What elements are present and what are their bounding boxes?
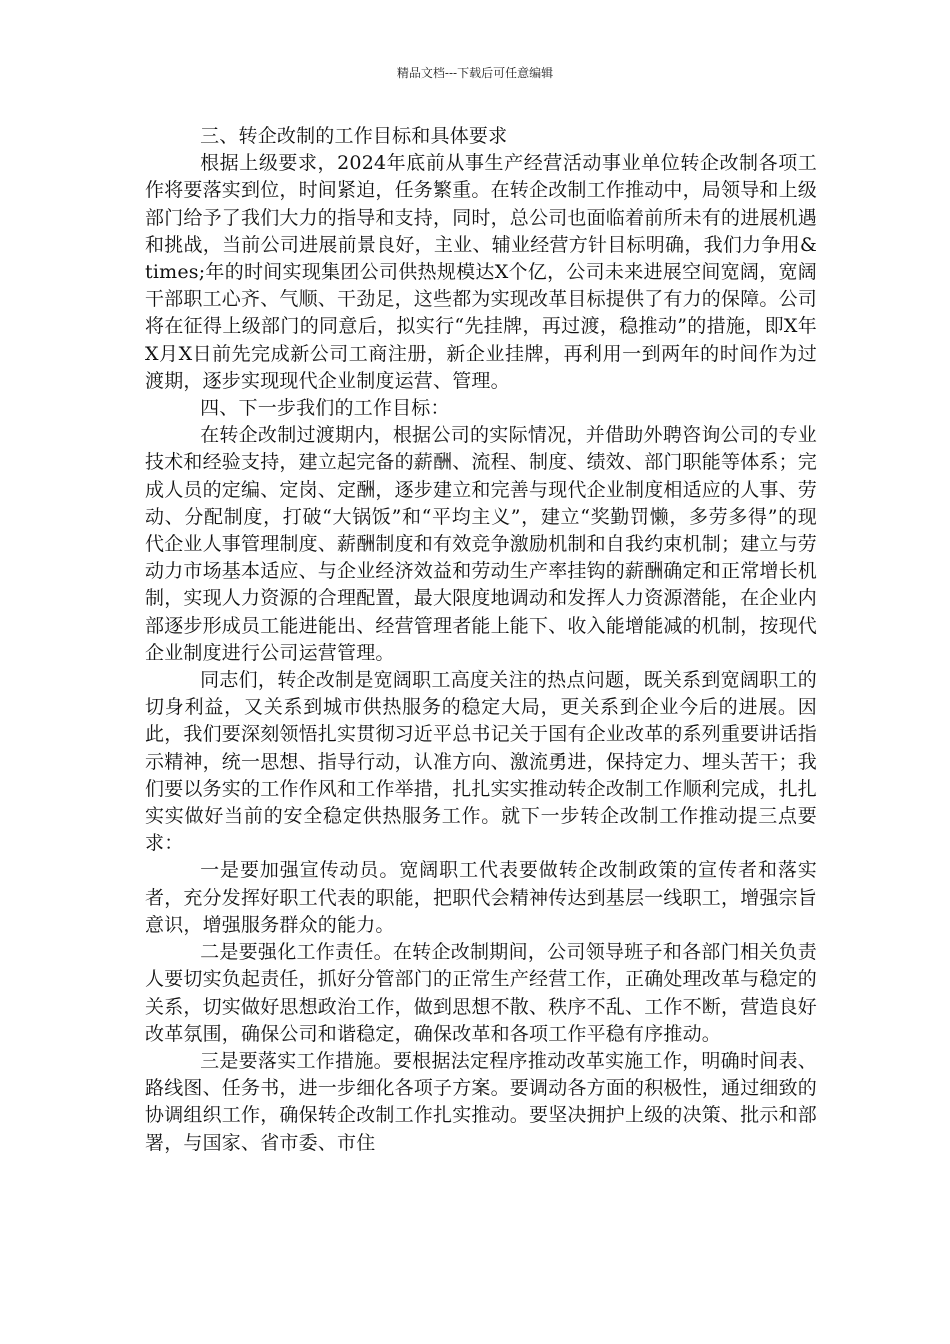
document-body: [145, 123, 817, 1157]
section-heading-three: 三、转企改制的工作目标和具体要求: [200, 125, 508, 147]
paragraph-requirement-one: 一是要加强宣传动员。宽阔职工代表要做转企改制政策的宣传者和落实者，充分发挥好职工代表的职能，把职代会精神传达到基层一线职工，增强宗旨意识，增强服务群众的能力。: [145, 859, 818, 936]
page-header: 精品文档---下载后可任意编辑: [396, 66, 554, 80]
section-heading-four: 四、下一步我们的工作目标：: [200, 397, 450, 420]
paragraph: 在转企改制过渡期内，根据公司的实际情况，并借助外聘咨询公司的专业技术和经验支持，建立起完备的薪酬、流程、制度、绩效、部门职能等体系；完成人员的定编、定岗、定酬，逐步建立和完善与现代企业制度相适应的人事、劳动、分配制度，打破“大锅饭”和“平均主义”，建立“奖勤罚懒，多劳多得”的现代企业人事管理制度、薪酬制度和有效竞争激励机制和自我约束机制；建立与劳动力市场基本适应、与企业经济效益和劳动生产率挂钩的薪酬确定和正常增长机制，实现人力资源的合理配置，最大限度地调动和发挥人力资源潜能，在企业内部逐步形成员工能进能出、经营管理者能上能下、收入能增能减的机制，按现代企业制度进行公司运营管理。: [145, 424, 818, 664]
paragraph-requirement-two: 二是要强化工作责任。在转企改制期间，公司领导班子和各部门相关负责人要切实负起责任，抓好分管部门的正常生产经营工作，正确处理改革与稳定的关系，切实做好思想政治工作，做到思想不散、秩序不乱、工作不断，营造良好改革氛围，确保公司和谐稳定，确保改革和各项工作平稳有序推动。: [145, 941, 818, 1045]
paragraph: 根据上级要求，2024年底前从事生产经营活动事业单位转企改制各项工作将要落实到位，时间紧迫，任务繁重。在转企改制工作推动中，局领导和上级部门给予了我们大力的指导和支持，同时，总公司也面临着前所未有的进展机遇和挑战，当前公司进展前景良好，主业、辅业经营方针目标明确，我们力争用&times;年的时间实现集团公司供热规模达X个亿，公司未来进展空间宽阔，宽阔干部职工心齐、气顺、干劲足，这些都为实现改革目标提供了有力的保障。公司将在征得上级部门的同意后，拟实行“先挂牌，再过渡，稳推动”的措施，即X年X月X日前先完成新公司工商注册，新企业挂牌，再利用一到两年的时间作为过渡期，逐步实现现代企业制度运营、管理。: [145, 152, 818, 392]
paragraph-requirement-three: 三是要落实工作措施。要根据法定程序推动改革实施工作，明确时间表、路线图、任务书，进一步细化各项子方案。要调动各方面的积极性，通过细致的协调组织工作，确保转企改制工作扎实推动。要坚决拥护上级的决策、批示和部署，与国家、省市委、市住: [145, 1049, 818, 1154]
paragraph: 同志们，转企改制是宽阔职工高度关注的热点问题，既关系到宽阔职工的切身利益，又关系到城市供热服务的稳定大局，更关系到企业今后的进展。因此，我们要深刻领悟扎实贯彻习近平总书记关于国有企业改革的系列重要讲话指示精神，统一思想、指导行动，认准方向、激流勇进，保持定力、埋头苦干；我们要以务实的工作作风和工作举措，扎扎实实推动转企改制工作顺利完成，扎扎实实做好当前的安全稳定供热服务工作。就下一步转企改制工作推动提三点要求：: [145, 669, 818, 855]
